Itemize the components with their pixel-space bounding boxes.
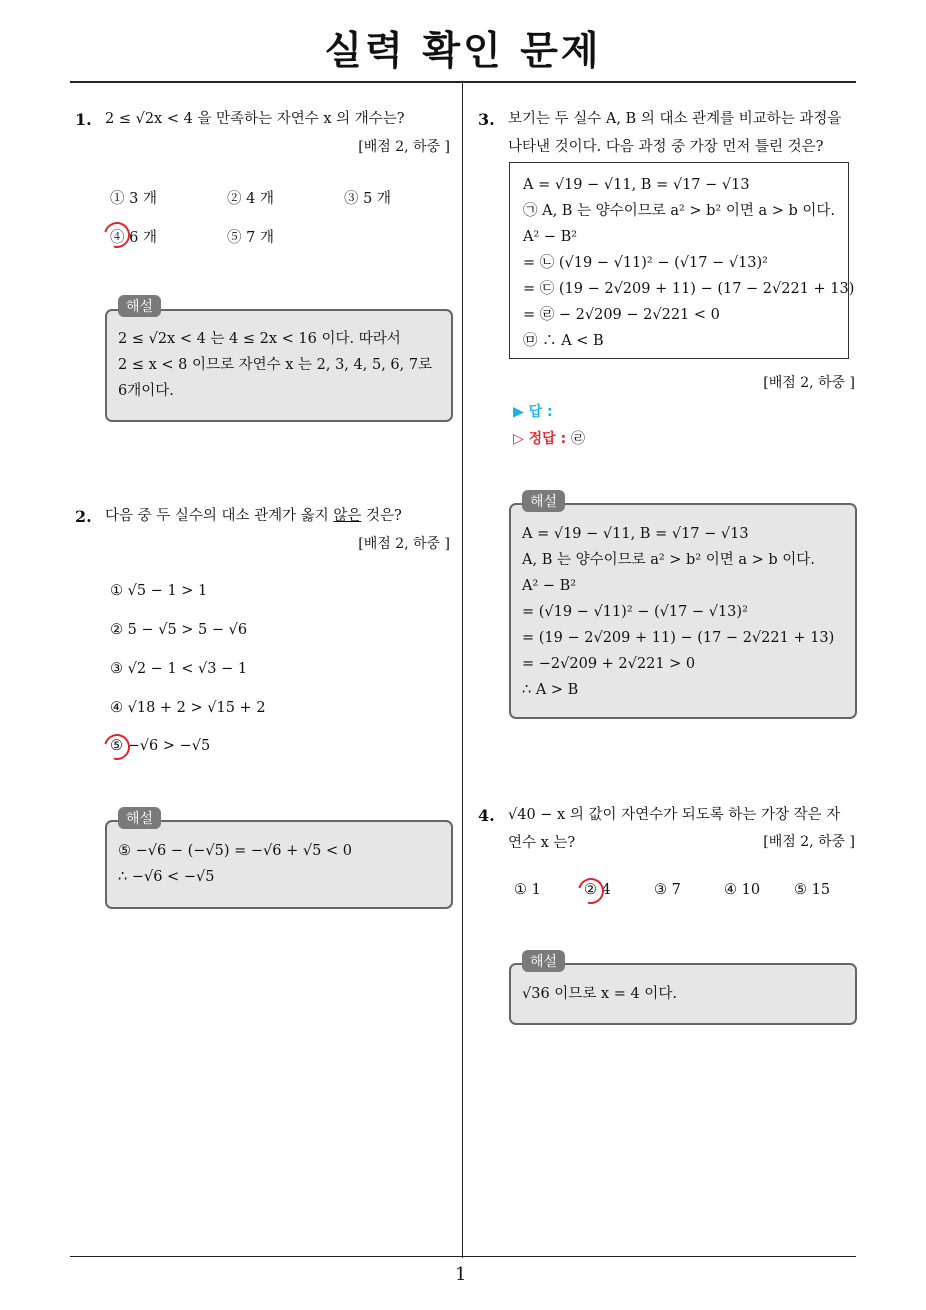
choice-1[interactable]: ① √5 − 1 > 1 — [110, 583, 208, 599]
explanation-line: = −2√209 + 2√221 > 0 — [522, 656, 696, 672]
explanation-line: A = √19 − √11, B = √17 − √13 — [522, 526, 749, 542]
explanation-text — [522, 981, 852, 1007]
explanation-label: 해설 — [118, 295, 161, 317]
explanation-line: = (√19 − √11)² − (√17 − √13)² — [522, 604, 748, 620]
choice-4[interactable]: ④ 10 — [724, 882, 761, 898]
choice-4[interactable]: ④ √18 + 2 > √15 + 2 — [110, 700, 266, 716]
explanation-line: A, B 는 양수이므로 a² > b² 이면 a > b 이다. — [522, 552, 815, 568]
choice-4[interactable]: ④ 6 개 — [110, 230, 157, 246]
question-meta: [배점 2, 하중 ] — [358, 536, 450, 552]
bogi-line: = ㉢ (19 − 2√209 + 11) − (17 − 2√221 + 13) — [523, 281, 855, 297]
choice-1[interactable]: ① 1 — [514, 882, 541, 898]
choice-2[interactable]: ② 4 — [584, 882, 611, 898]
explanation-line: = (19 − 2√209 + 11) − (17 − 2√221 + 13) — [522, 630, 835, 646]
explanation-line: A² − B² — [522, 578, 577, 594]
question-number: 2. — [75, 507, 92, 526]
question-text-line: 보기는 두 실수 A, B 의 대소 관계를 비교하는 과정을 — [508, 111, 842, 127]
page-number: 1 — [455, 1264, 467, 1285]
bogi-line: = ㉡ (√19 − √11)² − (√17 − √13)² — [523, 255, 768, 271]
explanation-label: 해설 — [522, 950, 565, 972]
choice-3[interactable]: ③ √2 − 1 < √3 − 1 — [110, 661, 248, 677]
explanation-label: 해설 — [522, 490, 565, 512]
column-divider — [462, 83, 463, 1258]
answer-mark — [99, 217, 135, 253]
answer-mark — [573, 873, 609, 909]
footer-rule — [70, 1256, 856, 1257]
header-rule — [70, 81, 856, 83]
choice-3[interactable]: ③ 7 — [654, 882, 681, 898]
explanation-line: ∴ A > B — [522, 682, 579, 698]
choice-2[interactable]: ② 4 개 — [227, 191, 274, 207]
bogi-box — [509, 162, 855, 359]
question-meta: [배점 2, 하중 ] — [763, 834, 855, 850]
correct-answer-label: ▷ 정답 : — [513, 431, 567, 447]
answer-mark — [99, 729, 135, 765]
question-number: 4. — [478, 806, 495, 825]
question-text — [508, 105, 860, 161]
explanation-label: 해설 — [118, 807, 161, 829]
bogi-line: A = √19 − √11, B = √17 − √13 — [523, 177, 750, 193]
explanation-line: 2 ≤ x < 8 이므로 자연수 x 는 2, 3, 4, 5, 6, 7로 — [118, 357, 433, 373]
question-text-line: √40 − x 의 값이 자연수가 되도록 하는 가장 작은 자 — [508, 807, 841, 823]
question-meta: [배점 2, 하중 ] — [358, 139, 450, 155]
page-title: 실력 확인 문제 — [324, 29, 602, 74]
question-text-underlined: 않은 — [333, 508, 362, 524]
bogi-line: = ㉣ − 2√209 − 2√221 < 0 — [523, 307, 720, 323]
explanation-line: 6개이다. — [118, 383, 174, 399]
choice-5[interactable]: ⑤ −√6 > −√5 — [110, 738, 211, 754]
question-text: 2 ≤ √2x < 4 을 만족하는 자연수 x 의 개수는? — [105, 111, 405, 127]
question-number: 3. — [478, 110, 495, 129]
question-text-line: 나타낸 것이다. 다음 과정 중 가장 먼저 틀린 것은? — [508, 139, 824, 155]
explanation-text — [118, 326, 448, 404]
bogi-line: ㉤ ∴ A < B — [523, 333, 604, 349]
bogi-line: A² − B² — [523, 229, 578, 245]
correct-answer — [513, 428, 585, 448]
choice-5[interactable]: ⑤ 7 개 — [227, 230, 274, 246]
question-text-end: 것은? — [361, 508, 402, 524]
explanation-text — [118, 838, 448, 890]
question-text-start: 다음 중 두 실수의 대소 관계가 옳지 — [105, 508, 334, 524]
question-meta: [배점 2, 하중 ] — [763, 375, 855, 391]
question-text — [105, 502, 455, 530]
choice-2[interactable]: ② 5 − √5 > 5 − √6 — [110, 622, 248, 638]
explanation-line: 2 ≤ √2x < 4 는 4 ≤ 2x < 16 이다. 따라서 — [118, 331, 401, 347]
correct-answer-value: ㉣ — [571, 431, 586, 447]
bogi-line: ㉠ A, B 는 양수이므로 a² > b² 이면 a > b 이다. — [523, 203, 836, 219]
choice-1[interactable]: ① 3 개 — [110, 191, 157, 207]
explanation-line: ∴ −√6 < −√5 — [118, 869, 215, 885]
question-text-line: 연수 x 는? — [508, 835, 576, 851]
answer-label: ▶ 답 : — [513, 404, 553, 420]
explanation-line: ⑤ −√6 − (−√5) = −√6 + √5 < 0 — [118, 843, 352, 859]
explanation-line: √36 이므로 x = 4 이다. — [522, 986, 677, 1002]
explanation-text — [522, 521, 852, 703]
question-number: 1. — [75, 110, 92, 129]
choice-5[interactable]: ⑤ 15 — [794, 882, 831, 898]
choice-3[interactable]: ③ 5 개 — [344, 191, 391, 207]
